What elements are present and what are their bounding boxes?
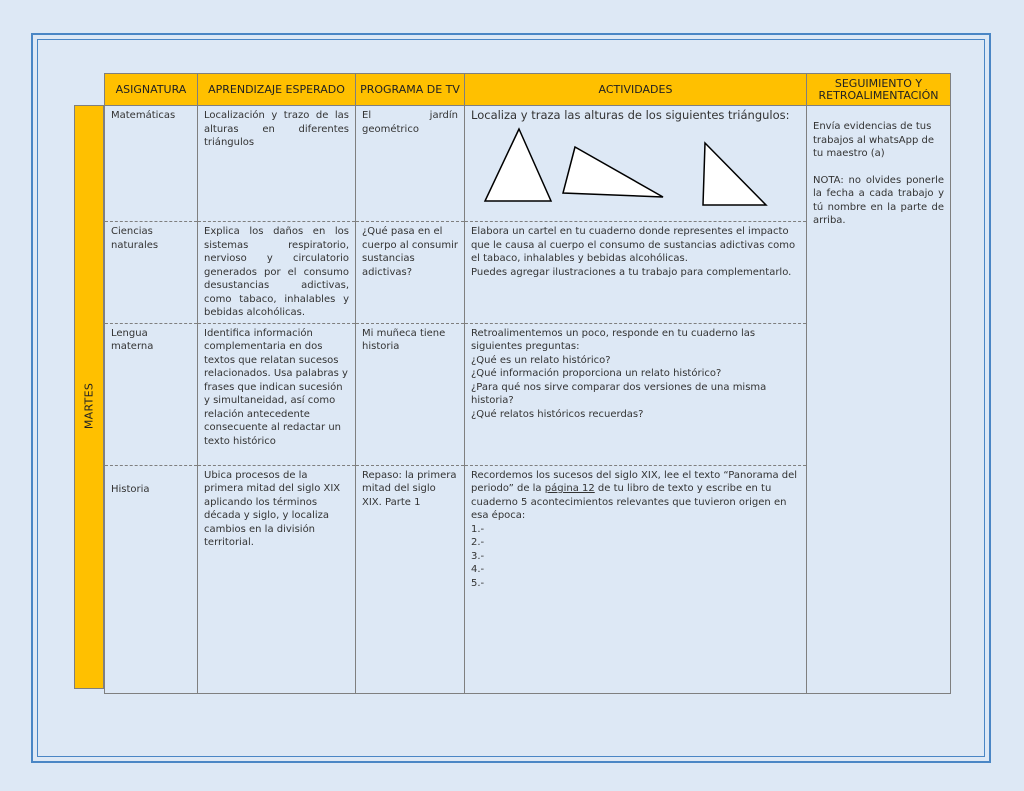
activity-line: Puedes agregar ilustraciones a tu trabajo para complementarlo.: [471, 266, 792, 278]
learning-cell: Identifica información complementaria en dos textos que relatan sucesos relacionados. Usa palabras y frases que indican sucesión y simultaneidad, así como relación antecedente consecuente al redactar un texto histórico: [198, 323, 356, 465]
tv-cell: Repaso: la primera mitad del siglo XIX. Parte 1: [356, 465, 465, 693]
header-followup: SEGUIMIENTO Y RETROALIMENTACIÓN: [807, 74, 951, 106]
header-subject: ASIGNATURA: [105, 74, 198, 106]
list-item: 5.-: [471, 577, 485, 589]
subject-cell: Ciencias naturales: [105, 222, 198, 324]
subject-cell: Historia: [105, 465, 198, 693]
activity-text: Localiza y traza las alturas de los siguientes triángulos:: [471, 108, 790, 122]
triangles-icon: [471, 123, 801, 213]
activity-cell: [465, 106, 807, 222]
schedule-table: [104, 73, 951, 694]
activity-cell: [465, 222, 807, 324]
activity-text: Recordemos los sucesos del siglo XIX, lee el texto “Panorama del periodo” de la: [471, 469, 798, 494]
list-item: 2.-: [471, 537, 485, 548]
triangles-figure: [471, 123, 800, 213]
activity-cell: [465, 323, 807, 465]
subject-cell: Lengua materna: [105, 323, 198, 465]
tv-cell: ¿Qué pasa en el cuerpo al consumir sustancias adictivas?: [356, 222, 465, 324]
learning-cell: Localización y trazo de las alturas en diferentes triángulos: [198, 106, 356, 222]
tv-cell: Mi muñeca tiene historia: [356, 323, 465, 465]
activity-line: Elabora un cartel en tu cuaderno donde representes el impacto que le causa al cuerpo el consumo de sustancias adictivas como el tabaco, inhalables y bebidas alcohólicas.: [471, 226, 796, 264]
tv-cell: El jardín geométrico: [356, 106, 465, 222]
list-item: 3.-: [471, 550, 485, 562]
header-activities: ACTIVIDADES: [465, 74, 807, 106]
activity-line: Retroalimentemos un poco, responde en tu cuaderno las siguientes preguntas:: [471, 327, 756, 352]
activity-line: ¿Qué es un relato histórico?: [471, 354, 611, 366]
learning-cell: Ubica procesos de la primera mitad del siglo XIX aplicando los términos década y siglo, y localiza cambios en la división territorial.: [198, 465, 356, 693]
table-row: [105, 106, 951, 222]
subject-cell: Matemáticas: [105, 106, 198, 222]
activity-cell: [465, 465, 807, 693]
list-item: 4.-: [471, 564, 485, 575]
header-row: [105, 74, 951, 106]
activity-line: ¿Qué relatos históricos recuerdas?: [471, 408, 644, 420]
followup-cell: [807, 106, 951, 694]
day-sidebar: [74, 105, 104, 689]
header-tv: PROGRAMA DE TV: [356, 74, 465, 106]
day-label: MARTES: [82, 382, 96, 430]
page-reference-link: página 12: [544, 483, 595, 494]
activity-text: de tu libro de texto y escribe en tu cuaderno 5 acontecimientos relevantes que tuvieron origen en esa época:: [471, 483, 787, 521]
activity-line: ¿Para qué nos sirve comparar dos versiones de una misma historia?: [471, 381, 767, 406]
header-learning: APRENDIZAJE ESPERADO: [198, 74, 356, 106]
activity-line: ¿Qué información proporciona un relato histórico?: [471, 368, 722, 379]
list-item: 1.-: [471, 523, 485, 535]
learning-cell: Explica los daños en los sistemas respiratorio, nervioso y circulatorio generados por el consumo desustancias adictivas, como tabaco, inhalables y bebidas alcohólicas.: [198, 222, 356, 324]
followup-note: NOTA: no olvides ponerle la fecha a cada trabajo y tú nombre en la parte de arriba.: [813, 174, 944, 226]
followup-text: Envía evidencias de tus trabajos al whatsApp de tu maestro (a): [813, 121, 934, 159]
